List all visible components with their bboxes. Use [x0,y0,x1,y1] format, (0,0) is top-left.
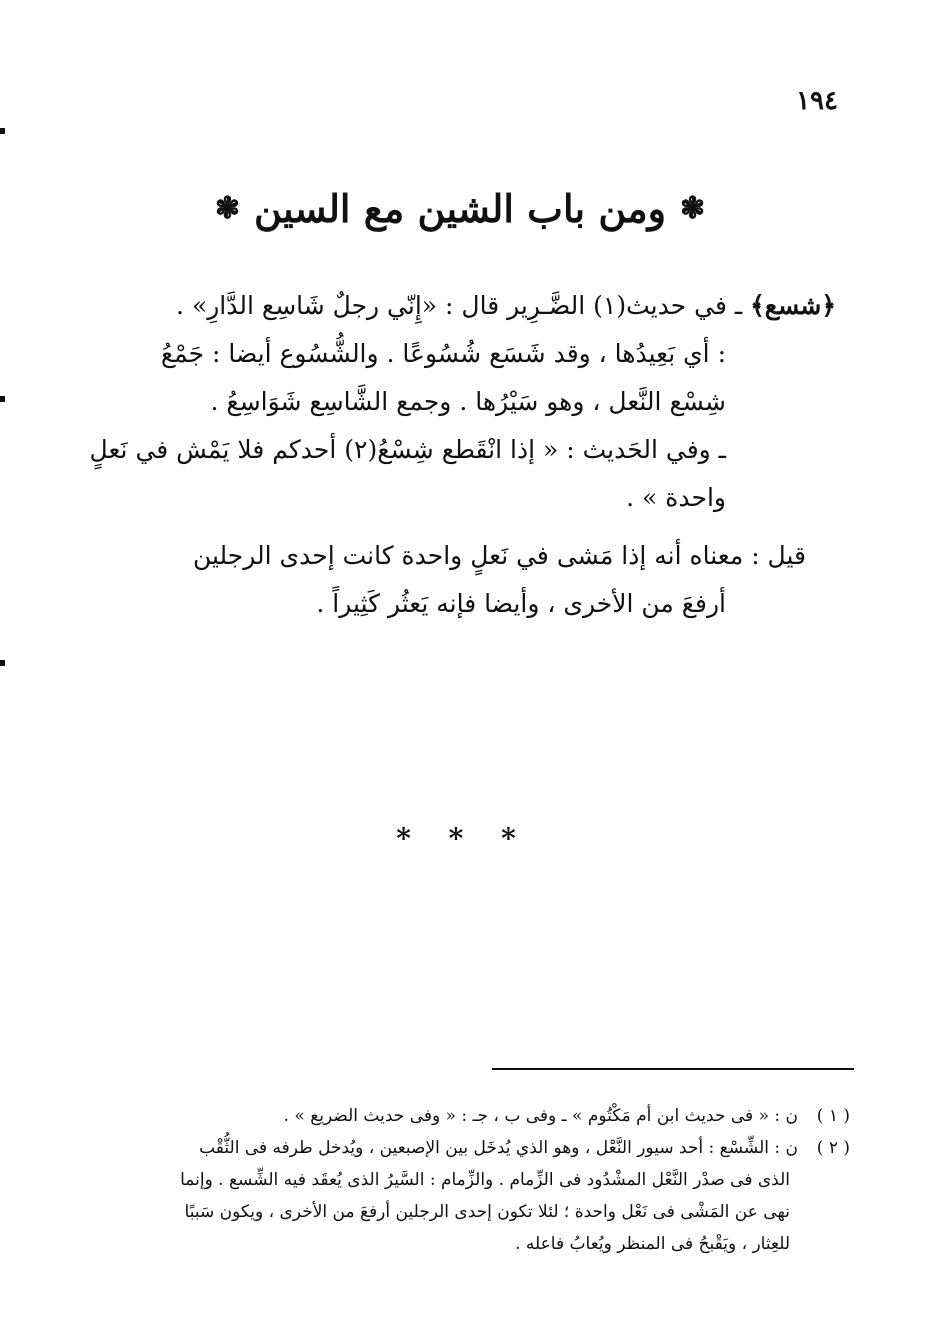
entry-line-5: واحدة » . [626,483,726,512]
footnote-line: نهى عن المَشْى فى نَعْل واحدة ؛ لئلا تكون إحدى الرجلين أرفعَ من الأخرى ، ويكون سَببًا [184,1202,790,1222]
footnote-number: ( ٢ ) [816,1138,850,1158]
page-edge-mark [0,128,5,134]
footnote-line: الذى فى صدْر النَّعْل المشْدُود فى الزِّمام . والزِّمام : السَّيرُ الذى يُعقَد فيه الشِّسع . وإنما [180,1170,790,1190]
section-separator: * * * [396,822,530,855]
page-edge-mark [0,396,5,402]
entry-line-3: شِسْع النَّعل ، وهو سَيْرُها . وجمع الشَّاسِع شَوَاسِعُ . [210,387,726,416]
entry-paragraph-2-line-2: أرفعَ من الأخرى ، وأيضا فإنه يَعثُر كَثِيراً . [316,589,726,618]
section-title: ومن باب الشين مع السين [254,185,666,231]
entry-headword: ﴿شسع﴾ [750,291,836,320]
footnote-number: ( ١ ) [816,1106,850,1126]
footnote-line: ن : الشِّسْع : أحد سيور النَّعْل ، وهو الذي يُدخَل بين الإصبعين ، ويُدخل طرفه فى الثُّقْب [199,1138,798,1158]
footnote-2 [88,1132,850,1164]
page-edge-mark [0,660,5,666]
entry-line-1 [84,282,836,330]
entry-body [84,282,836,628]
entry-line-4: ـ وفي الحَديث : « إذا انْقَطع شِسْعُ(٢) أحدكم فلا يَمْش في نَعلٍ [89,435,726,464]
entry-line-2: : أي بَعِيدُها ، وقد شَسَع شُسُوعًا . والشُّسُوع أيضا : جَمْعُ [160,339,726,368]
ornament-icon: ❃ [679,190,706,226]
footnotes [88,1100,850,1260]
footnote-line: ن : « فى حديث ابن أم مَكْتُوم » ـ وفى ب ، جـ : « وفى حديث الضريع » . [283,1106,798,1126]
footnote-line: للعِثار ، ويَقْبحُ فى المنظر ويُعابُ فاعله . [515,1234,790,1254]
footnote-divider [492,1068,854,1070]
section-title-block [200,178,720,238]
footnote-1 [88,1100,850,1132]
entry-paragraph-2-line-1: قيل : معناه أنه إذا مَشى في نَعلٍ واحدة كانت إحدى الرجلين [192,541,806,570]
page-number: ١٩٤ [796,86,838,116]
ornament-icon: ❃ [214,190,241,226]
entry-text: ـ في حديث(١) الضَّـرِير قال : «إِنّي رجلٌ شَاسِع الدَّارِ» . [176,291,743,320]
